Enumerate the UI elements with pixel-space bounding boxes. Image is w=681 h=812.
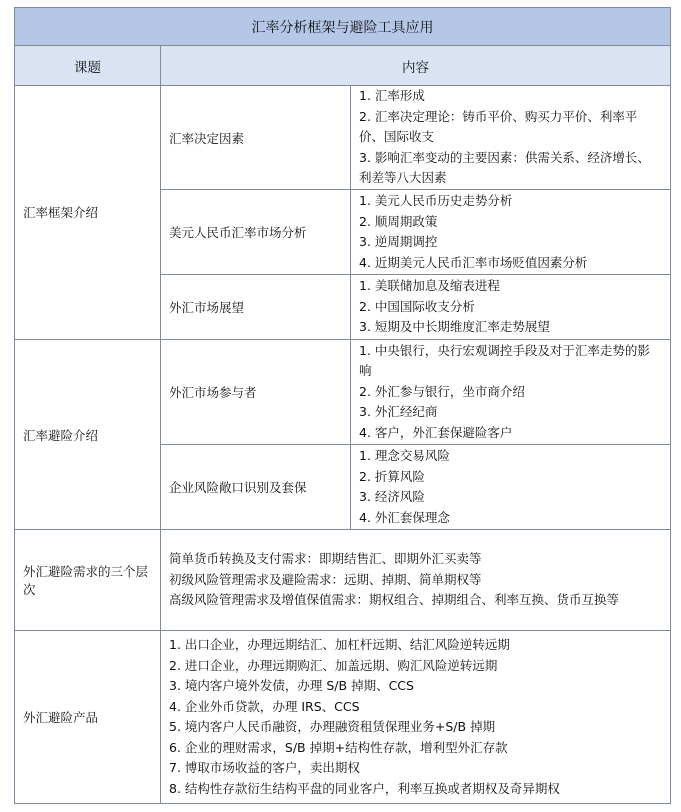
content-item: 简单货币转换及支付需求：即期结售汇、即期外汇买卖等 — [169, 551, 482, 567]
table-row — [15, 85, 671, 190]
content-cell — [351, 85, 671, 190]
header-topic: 课题 — [15, 46, 161, 85]
subtopic-cell: 汇率决定因素 — [161, 85, 351, 190]
content-item: 1. 汇率形成 — [359, 88, 425, 104]
content-item: 高级风险管理需求及增值保值需求：期权组合、掉期组合、利率互换、货币互换等 — [169, 592, 620, 608]
content-item: 1. 出口企业，办理远期结汇、加杠杆远期、结汇风险逆转远期 — [169, 637, 510, 653]
content-item: 4. 企业外币贷款，办理 IRS、CCS — [169, 698, 360, 714]
content-cell — [351, 275, 671, 340]
content-item: 3. 外汇经纪商 — [359, 404, 438, 420]
content-item: 2. 折算风险 — [359, 468, 425, 484]
content-item: 1. 理念交易风险 — [359, 448, 450, 464]
content-item: 3. 短期及中长期维度汇率走势展望 — [359, 319, 550, 335]
content-item: 初级风险管理需求及避险需求：远期、掉期、简单期权等 — [169, 571, 482, 587]
table-row — [15, 340, 671, 445]
content-item: 6. 企业的理财需求，S/B 掉期+结构性存款，增利型外汇存款 — [169, 739, 508, 755]
content-item: 3. 境内客户境外发债，办理 S/B 掉期、CCS — [169, 678, 414, 694]
content-item: 3. 逆周期调控 — [359, 234, 438, 250]
content-cell — [351, 190, 671, 275]
content-item: 8. 结构性存款衍生结构平盘的同业客户，利率互换或者期权及奇异期权 — [169, 780, 560, 796]
content-item: 2. 中国国际收支分析 — [359, 298, 475, 314]
subtopic-cell: 外汇市场展望 — [161, 275, 351, 340]
content-item: 1. 中央银行，央行宏观调控手段及对于汇率走势的影响 — [359, 342, 650, 379]
table-title: 汇率分析框架与避险工具应用 — [15, 8, 671, 46]
subtopic-cell: 外汇市场参与者 — [161, 340, 351, 445]
subtopic-cell: 美元人民币汇率市场分析 — [161, 190, 351, 275]
content-item: 1. 美联储加息及缩表进程 — [359, 278, 500, 294]
table-row — [15, 530, 671, 631]
content-cell — [161, 631, 671, 804]
content-item: 2. 进口企业，办理远期购汇、加盖远期、购汇风险逆转远期 — [169, 657, 498, 673]
content-item: 4. 外汇套保理念 — [359, 509, 450, 525]
topic-cell: 汇率框架介绍 — [15, 85, 161, 339]
content-item: 5. 境内客户人民币融资，办理融资租赁保理业务+S/B 掉期 — [169, 719, 496, 735]
content-cell — [351, 445, 671, 530]
content-item: 4. 近期美元人民币汇率市场贬值因素分析 — [359, 254, 588, 270]
title-row — [15, 8, 671, 46]
content-item: 2. 顺周期政策 — [359, 213, 438, 229]
content-item: 7. 博取市场收益的客户，卖出期权 — [169, 760, 360, 776]
content-item: 2. 汇率决定理论：铸币平价、购买力平价、利率平价、国际收支 — [359, 108, 638, 145]
content-item: 2. 外汇参与银行，坐市商介绍 — [359, 383, 525, 399]
subtopic-cell: 企业风险敞口识别及套保 — [161, 445, 351, 530]
content-cell — [161, 530, 671, 631]
content-item: 4. 客户，外汇套保避险客户 — [359, 424, 513, 440]
topic-cell: 外汇避险产品 — [15, 631, 161, 804]
table-row — [15, 631, 671, 804]
header-row — [15, 46, 671, 85]
header-content: 内容 — [161, 46, 671, 85]
content-cell — [351, 340, 671, 445]
course-table — [14, 7, 671, 804]
content-item: 1. 美元人民币历史走势分析 — [359, 193, 513, 209]
topic-cell: 外汇避险需求的三个层次 — [15, 530, 161, 631]
content-item: 3. 影响汇率变动的主要因素：供需关系、经济增长、利差等八大因素 — [359, 149, 650, 186]
topic-cell: 汇率避险介绍 — [15, 340, 161, 530]
content-item: 3. 经济风险 — [359, 489, 425, 505]
